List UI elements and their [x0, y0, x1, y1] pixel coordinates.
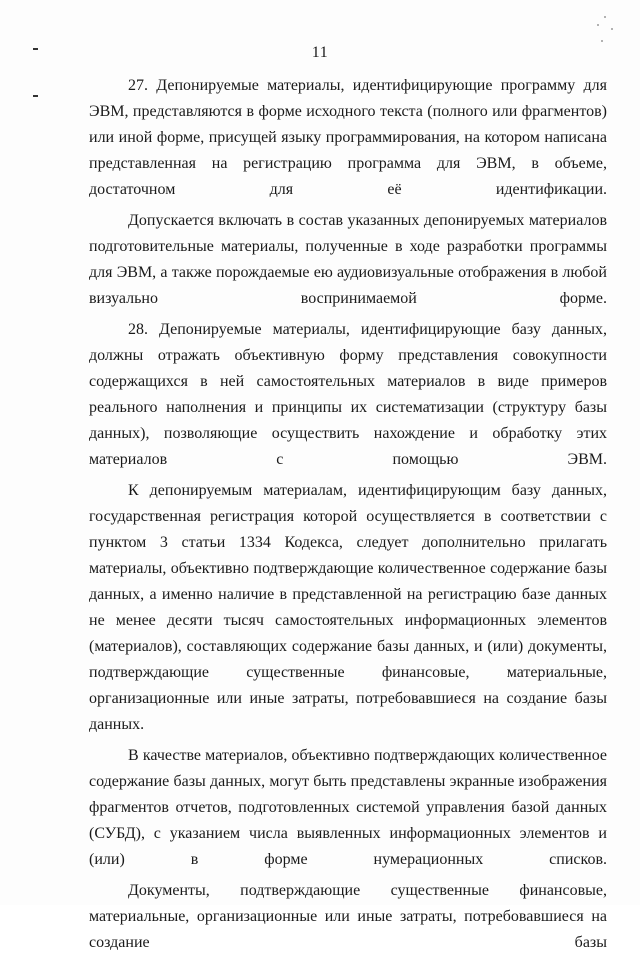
paragraph-27-addendum: Допускается включать в состав указанных депонируемых материалов подготовительные материалы, полученные в ходе разработки программы для ЭВМ, а также порождаемые ею аудиовизуальные отображения в любой визуально воспринимаемой форме.: [89, 212, 607, 307]
paragraph-quantitative-evidence: В качестве материалов, объективно подтверждающих количественное содержание базы данных, могут быть представлены экранные изображения фрагментов отчетов, подготовленных системой управления базой данных (СУБД), с указанием числа выявленных информационных элементов и (или) в форме нумерационных списков.: [89, 747, 607, 868]
paragraph-database-registration: К депонируемым материалам, идентифицирующим базу данных, государственная регистрация которой осуществляется в соответствии с пунктом 3 статьи 1334 Кодекса, следует дополнительно прилагать материалы, объективно подтверждающие количественное содержание базы данных, а именно наличие в представленной на регистрацию базе данных не менее десяти тысяч самостоятельных информационных элементов (материалов), составляющих содержание базы данных, и (или) документы, подтверждающие существенные финансовые, материальные, организационные или иные затраты, потребовавшиеся на создание базы данных.: [89, 482, 607, 733]
scan-speck: [604, 16, 606, 18]
scan-speck: [601, 40, 603, 42]
document-body: [89, 73, 607, 956]
paragraph-expense-documents: Документы, подтверждающие существенные финансовые, материальные, организационные или иные затраты, потребовавшиеся на создание базы: [89, 882, 607, 951]
scan-speck: [597, 24, 599, 26]
page-number: 11: [311, 44, 329, 61]
margin-mark: [33, 95, 38, 97]
paragraph-28: 28. Депонируемые материалы, идентифицирующие базу данных, должны отражать объективную форму представления совокупности содержащихся в ней самостоятельных материалов в виде примеров реального наполнения и принципы их систематизации (структуру базы данных), позволяющие осуществить нахождение и обработку этих материалов с помощью ЭВМ.: [89, 321, 607, 468]
scan-speck: [611, 28, 613, 30]
paragraph-27: 27. Депонируемые материалы, идентифицирующие программу для ЭВМ, представляются в форме исходного текста (полного или фрагментов) или иной форме, присущей языку программирования, на котором написана представленная на регистрацию программа для ЭВМ, в объеме, достаточном для её идентификации.: [89, 77, 607, 198]
